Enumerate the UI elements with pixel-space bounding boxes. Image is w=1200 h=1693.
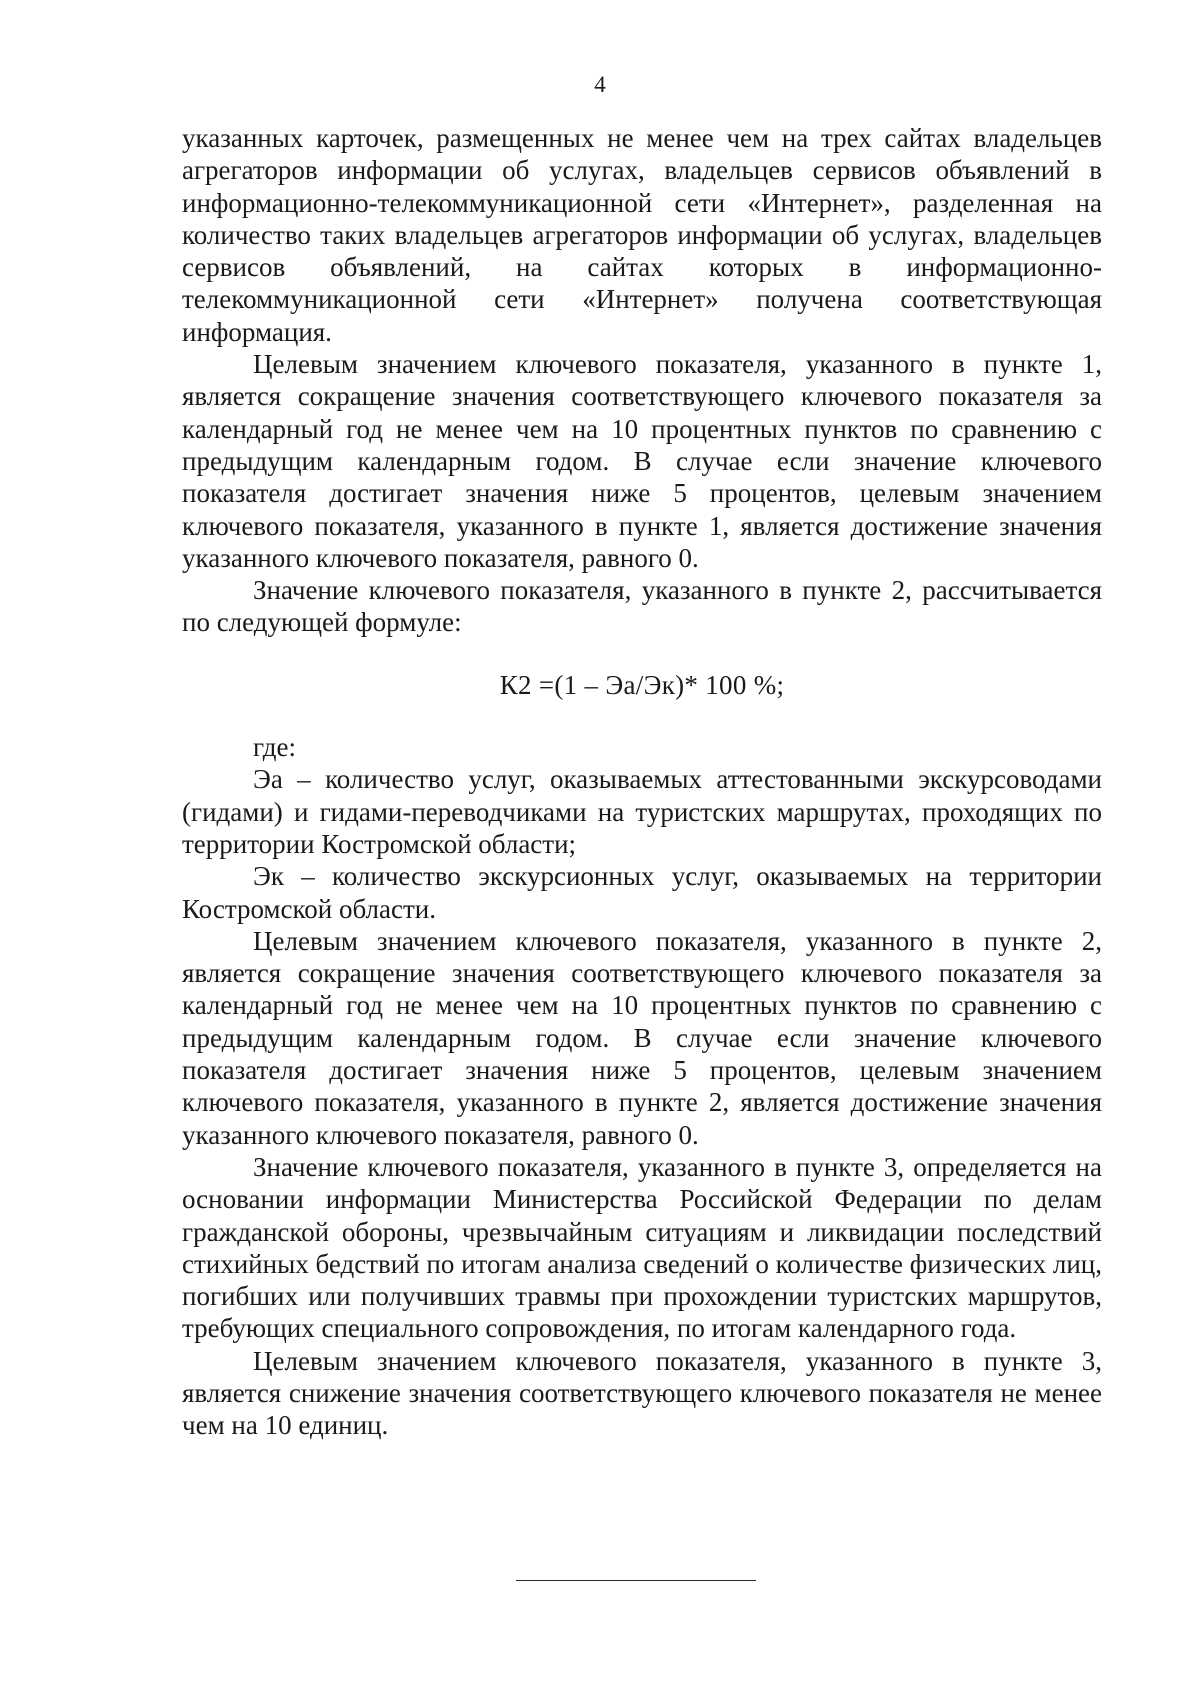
paragraph-target-value-2: Целевым значением ключевого показателя, указанного в пункте 2, является сокращение значения соответствующего ключевого показателя за календарный год не менее чем на 10 процентных пунктов по сравнению с предыдущим календарным годом. В случае если значение ключевого показателя достигает значения ниже 5 процентов, целевым значением ключевого показателя, указанного в пункте 2, является достижение значения указанного ключевого показателя, равного 0.: [182, 925, 1102, 1150]
paragraph-target-value-1: Целевым значением ключевого показателя, указанного в пункте 1, является сокращение значения соответствующего ключевого показателя за календарный год не менее чем на 10 процентных пунктов по сравнению с предыдущим календарным годом. В случае если значение ключевого показателя достигает значения ниже 5 процентов, целевым значением ключевого показателя, указанного в пункте 1, является достижение значения указанного ключевого показателя, равного 0.: [182, 349, 1102, 573]
definition-ek: Эк – количество экскурсионных услуг, оказываемых на территории Костромской области.: [182, 861, 1102, 924]
document-body: [182, 122, 1102, 1442]
formula: К2 =(1 – Эа/Эк)* 100 %;: [499, 669, 785, 700]
paragraph-continuation: указанных карточек, размещенных не менее чем на трех сайтах владельцев агрегаторов информации об услугах, владельцев сервисов объявлений в информационно-телекоммуникационной сети «Интернет», разделенная на количество таких владельцев агрегаторов информации об услугах, владельцев сервисов объявлений, на сайтах которых в информационно-телекоммуникационной сети «Интернет» получена соответствующая информация.: [182, 123, 1102, 347]
page-number: 4: [594, 72, 606, 97]
paragraph-indicator-3: Значение ключевого показателя, указанного в пункте 3, определяется на основании информации Министерства Российской Федерации по делам гражданской обороны, чрезвычайным ситуациям и ликвидации последствий стихийных бедствий по итогам анализа сведений о количестве физических лиц, погибших или получивших травмы при прохождении туристских маршрутов, требующих специального сопровождения, по итогам календарного года.: [182, 1151, 1103, 1344]
end-divider: [516, 1580, 756, 1581]
definition-ea: Эа – количество услуг, оказываемых аттестованными экскурсоводами (гидами) и гидами-переводчиками на туристских маршрутах, проходящих по территории Костромской области;: [182, 764, 1102, 859]
paragraph-formula-intro: Значение ключевого показателя, указанного в пункте 2, рассчитывается по следующей формуле:: [182, 575, 1102, 638]
paragraph-target-value-3: Целевым значением ключевого показателя, указанного в пункте 3, является снижение значения соответствующего ключевого показателя не менее чем на 10 единиц.: [182, 1345, 1102, 1441]
where-label: где:: [253, 732, 296, 763]
